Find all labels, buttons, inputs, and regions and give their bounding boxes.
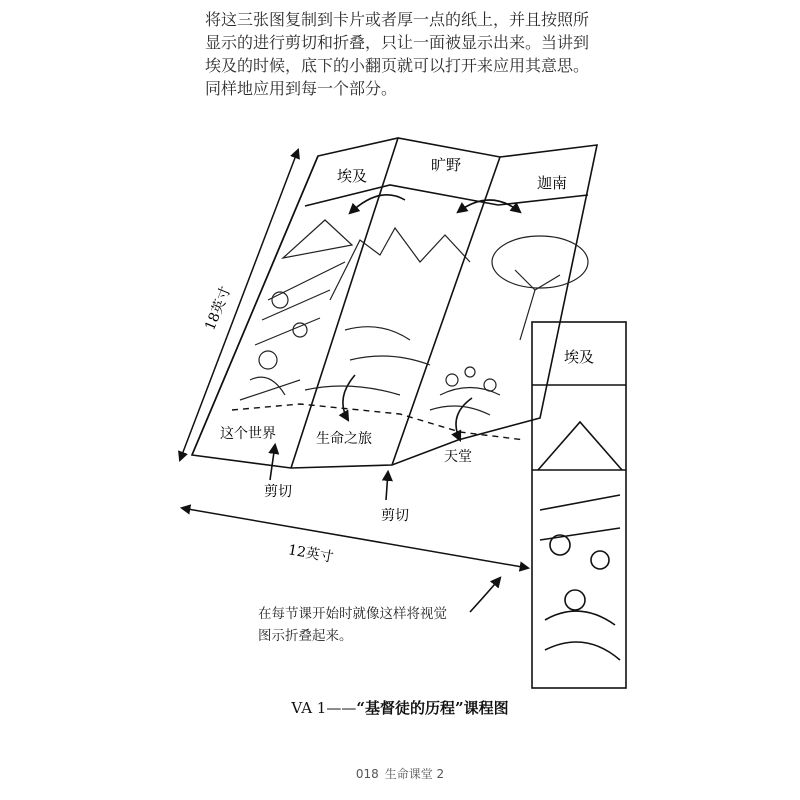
width-label: 12英寸 [286, 542, 335, 566]
page-footer [0, 765, 800, 782]
intro-line: 显示的进行剪切和折叠，只让一面被显示出来。当讲到 [205, 33, 590, 52]
intro-line: 将这三张图复制到卡片或者厚一点的纸上，并且按照所 [205, 10, 590, 29]
intro-line: 埃及的时候，底下的小翻页就可以打开来应用其意思。 [205, 56, 590, 75]
cut-label-left: 剪切 [264, 484, 292, 500]
side-card-header-egypt: 埃及 [563, 348, 595, 366]
caption-prefix: VA 1—— [291, 699, 357, 717]
caption-title: “基督徒的历程”课程图 [356, 699, 509, 717]
page-number: 018 [355, 767, 379, 781]
egypt-scene-sketch [240, 220, 352, 400]
flap-label-heaven: 天堂 [444, 449, 472, 465]
flap-label-life-journey: 生命之旅 [316, 431, 372, 447]
height-label: 18英寸 [202, 284, 235, 333]
figure-caption [0, 697, 800, 718]
intro-line: 同样地应用到每一个部分。 [205, 79, 398, 98]
folding-note [258, 603, 498, 647]
book-title: 生命课堂 2 [384, 767, 445, 781]
note-line: 图示折叠起来。 [258, 628, 353, 644]
width-dimension [182, 508, 528, 568]
folded-card [532, 322, 626, 688]
cut-label-right: 剪切 [381, 508, 409, 524]
panel-header-wilderness: 旷野 [430, 156, 462, 174]
panel-header-canaan: 迦南 [536, 174, 568, 192]
panel-header-egypt: 埃及 [336, 167, 368, 185]
fold-arrows [343, 195, 520, 440]
note-line: 在每节课开始时就像这样将视觉 [258, 606, 447, 622]
flap-label-world: 这个世界 [220, 426, 276, 442]
height-dimension [180, 150, 298, 460]
canaan-tree-sketch [430, 236, 588, 415]
